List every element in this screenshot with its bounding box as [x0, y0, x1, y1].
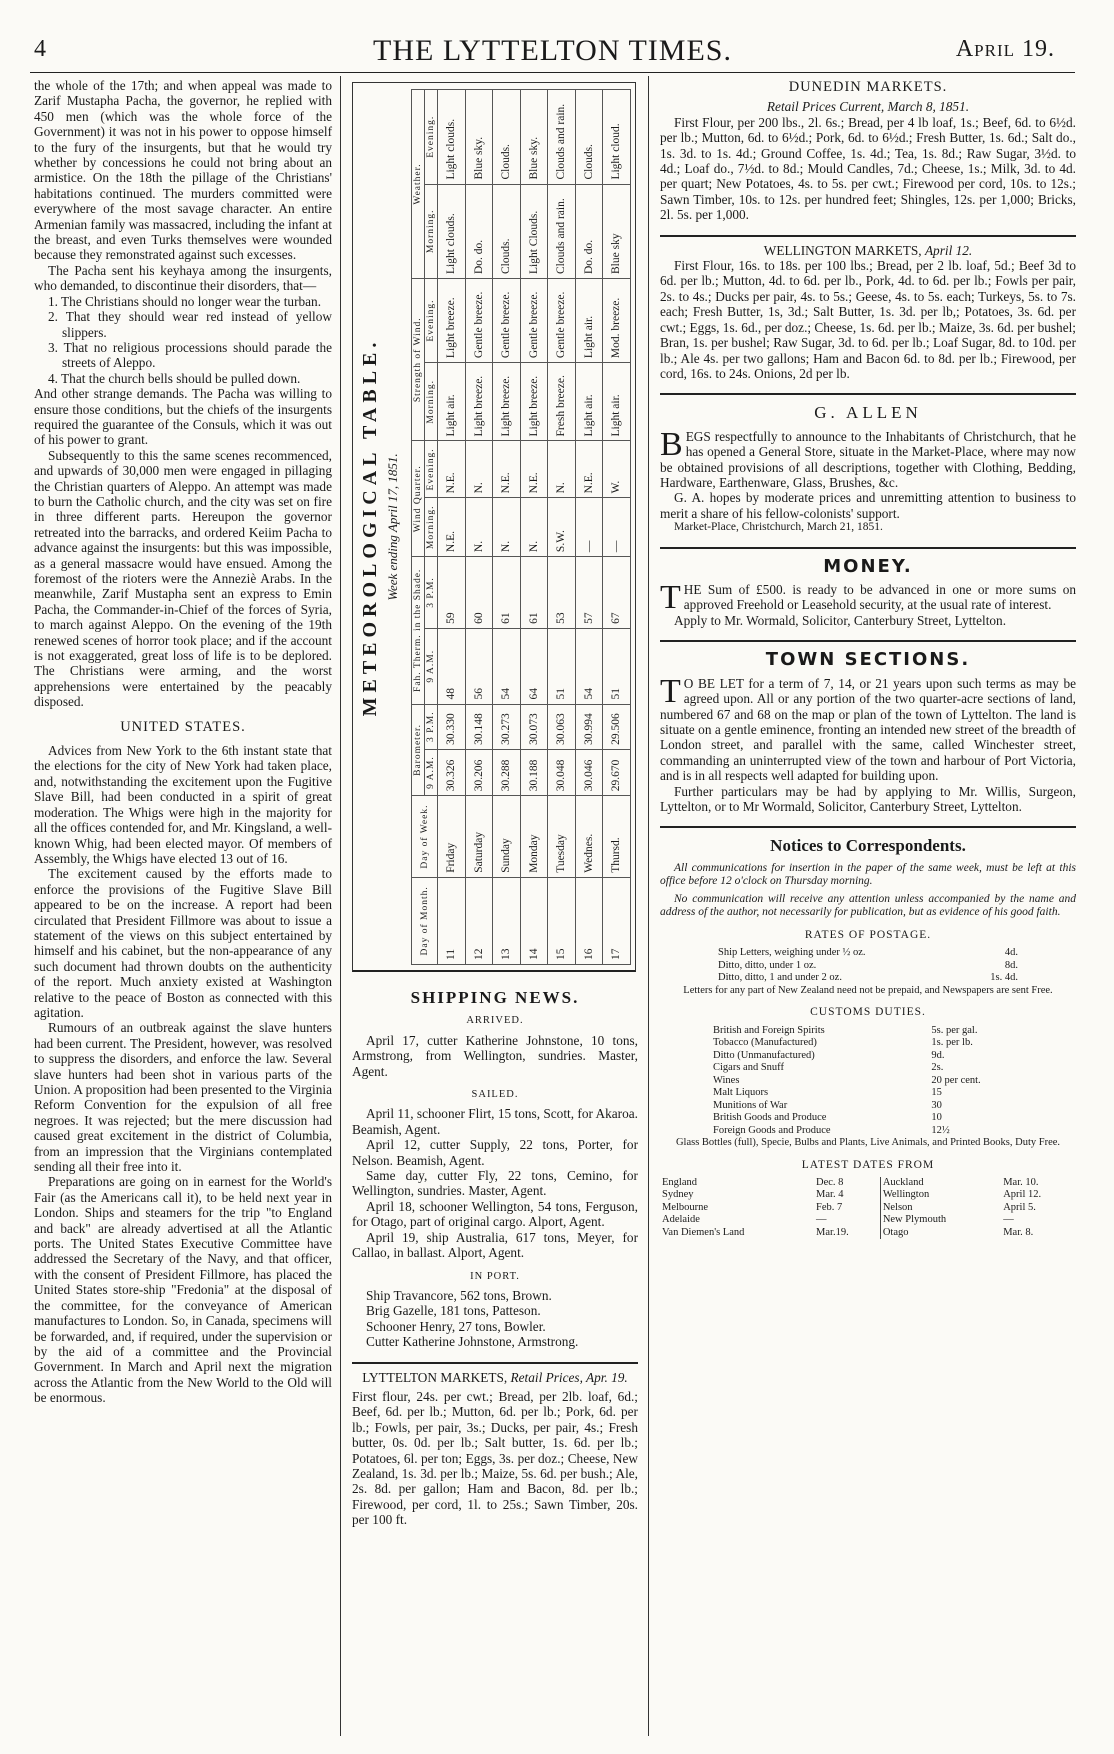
dates-place: Auckland: [882, 1176, 924, 1188]
met-cell: Friday: [438, 796, 466, 878]
postage-heading: RATES OF POSTAGE.: [804, 928, 932, 941]
met-cell: 56: [465, 628, 493, 704]
met-cell: Clouds and rain.: [548, 90, 576, 185]
met-cell: 30.288: [493, 749, 521, 795]
postage-rate: 1s. 4d.: [990, 972, 1018, 984]
notices-paragraph-2: No communication will receive any attention unless accompanied by the name and address of the author, not necessarily for publication, but as evidence of his good faith.: [660, 892, 1076, 919]
town-paragraph-2: Further particulars may be had by applying to Mr. Willis, Surgeon, Lyttelton, or to Mr Wormald, Solicitor, Canterbury Street, Lyttelton.: [660, 783, 1076, 814]
demand-3: 3. That no religious processions should parade the streets of Aleppo.: [48, 339, 332, 371]
met-cell: Sunday: [493, 796, 521, 878]
met-cell: 17: [603, 877, 631, 964]
customs-item: Tobacco (Manufactured): [713, 1037, 817, 1049]
met-cell: N.: [548, 441, 576, 498]
customs-row: [713, 1100, 1023, 1113]
met-cell: Gentle breeze.: [520, 279, 548, 363]
dunedin-markets-sub: Retail Prices Current, March 8, 1851.: [766, 99, 970, 115]
sailing-2: April 12, cutter Supply, 22 tons, Porter, for Nelson. Beamish, Agent.: [352, 1137, 638, 1168]
money-drop-cap: T: [660, 579, 681, 617]
wellington-markets-body: First Flour, 16s. to 18s. per 100 lbs.; Bread, per 2 lb. loaf, 5d.; Beef 3d to 6d. per lb.; Mutton, 4d. to 6d. per lb., Pork, 4d. to 6d. per lb.; Fowls per pair, 2s. to 4s.; Ducks per pair, 4s. to 5s.; Geese, 4s. to 5s. each; Turkeys, 5s. to 7s. each; Fresh Butter, 1s, 3d.; Salt Butter, 1s. 3d. per lb,; Potatoes, 3s. 6d. per cwt.; Eggs, 1s. 6d., per doz.; Cheese, 1s. 6d. per lb.; Maize, 3s. 6d. per bushel; Bran, 1s. per bushel; Raw Sugar, 3d. to 6d. per lb.; Loaf Sugar, 8d. to 10d. per lb.; Ale 4s. per two gallons; Ham and Bacon 6d. to 8d. per lb.; Firewood, per cord, 16s. to 24s. Onions, 2d per lb.: [660, 258, 1076, 381]
postage-row: [718, 947, 1018, 960]
shipping-news-heading: SHIPPING NEWS.: [410, 988, 580, 1007]
met-cell: 51: [603, 628, 631, 704]
dates-place: Melbourne: [662, 1201, 709, 1213]
arrival-1: April 17, cutter Katherine Johnstone, 10 tons, Armstrong, from Wellington, sundries. Master, Agent.: [352, 1032, 638, 1079]
met-cell: 54: [575, 628, 603, 704]
met-subheader: Morning.: [425, 363, 438, 441]
customs-item: Wines: [713, 1074, 740, 1086]
met-cell: Light air.: [575, 363, 603, 441]
met-cell: N.: [465, 498, 493, 557]
met-cell: 29.670: [603, 749, 631, 795]
lyttelton-markets-body: First flour, 24s. per cwt.; Bread, per 2lb. loaf, 6d.; Beef, 6d. per lb.; Mutton, 6d. per lb.; Pork, 6d. per lb.; Fowls, per pair, 3s.; Ducks, per pair, 4s.; Fresh butter, 0s. 0d. per lb.; Salt butter, 1s. 6d. per lb.; Potatoes, 6l. per ton; Eggs, 3s. per doz.; Cheese, New Zealand, 1s. 3d. per lb.; Maize, 5s. 6d. per bush.; Ale, 2s. 8d. per gallon; Ham and Bacon, 8d. per lb.; Firewood, per cord, 1l. to 25s.; Sawn Timber, 20s. per 100 ft.: [352, 1388, 638, 1528]
us-paragraph-1: Advices from New York to the 6th instant state that the elections for the city of New York had taken place, and, notwithstanding the excitement upon the Fugitive Slave Bill, had been conducted in a spirit of great moderation. The Whigs were high in the majority for all the offices contended for, and Mr. Kingsland, a well-known Whig, had been elected mayor. Of members of Assembly, the Whigs have elected 13 out of 16.: [34, 743, 332, 866]
aleppo-paragraph-4: Subsequently to this the same scenes recommenced, and upwards of 30,000 men were engaged in pillaging the Christian quarters of Aleppo. An attempt was made to burn the Catholic church, and the city was set on fire in three different parts. Hereupon the governor retreated into the barracks, and ordered Keiim Pacha to advance against the insurgents: but this was impossible, as a general massacre would have ensued. Among the foremost of the rioters were the Anneziè Arabs. In the meanwhile, Zarif Mustapha sent an express to Emin Pacha, the Commander-in-Chief of the forces of Syria, to march against Aleppo. On the evening of the 19th renewed scenes of horror took place; and if the account is not exaggerated, great loss of life is to be deplored. The Christians were arming, and the worst apprehensions were entertained by the peacably disposed.: [34, 447, 332, 710]
aleppo-paragraph-2: The Pacha sent his keyhaya among the insurgents, who demanded, to discontinue their disorders, that—: [34, 262, 332, 294]
met-cell: 11: [438, 877, 466, 964]
met-cell: 13: [493, 877, 521, 964]
sailed-heading: SAILED.: [471, 1089, 519, 1101]
met-cell: Gentle breeze.: [493, 279, 521, 363]
met-cell: Saturday: [465, 796, 493, 878]
met-cell: 54: [493, 628, 521, 704]
met-cell: Light clouds.: [438, 90, 466, 185]
demand-2: 2. That they should wear red instead of yellow slippers.: [48, 309, 332, 340]
met-cell: N.E.: [438, 441, 466, 498]
met-cell: Monday: [520, 796, 548, 878]
met-cell: Clouds.: [575, 90, 603, 185]
customs-row: [713, 1075, 1023, 1088]
notices-paragraph-1: All communications for insertion in the paper of the same week, must be left at this office before 12 o'clock on Thursday morning.: [660, 861, 1076, 888]
met-cell: Light clouds.: [438, 184, 466, 278]
in-port-4: Cutter Katherine Johnstone, Armstrong.: [366, 1334, 579, 1350]
customs-heading: CUSTOMS DUTIES.: [810, 1006, 926, 1019]
dates-date: Mar. 8.: [1003, 1226, 1034, 1238]
met-subheader: Morning.: [425, 184, 438, 278]
met-row: [548, 90, 576, 965]
met-row: [438, 90, 466, 965]
page-number: 4: [34, 36, 46, 62]
sailing-1: April 11, schooner Flirt, 15 tons, Scott, for Akaroa. Beamish, Agent.: [352, 1106, 638, 1137]
postage-item: Ditto, ditto, 1 and under 2 oz.: [718, 972, 842, 984]
column-1: [34, 78, 332, 1406]
met-cell: 51: [548, 628, 576, 704]
postage-row: [718, 972, 1018, 985]
met-cell: Light breeze.: [520, 363, 548, 441]
met-cell: Wednes.: [575, 796, 603, 878]
met-cell: Blue sky.: [520, 90, 548, 185]
dates-row: [660, 1189, 1076, 1202]
met-cell: Tuesday: [548, 796, 576, 878]
postage-item: Ship Letters, weighing under ½ oz.: [718, 947, 866, 959]
customs-rate: 12½: [931, 1124, 950, 1136]
met-cell: 16: [575, 877, 603, 964]
met-cell: Thursd.: [603, 796, 631, 878]
met-header-weather: Weather.: [412, 90, 425, 279]
dates-place: Nelson: [882, 1201, 913, 1213]
lyttelton-markets-heading-line: [352, 1370, 638, 1385]
met-subheader: Morning.: [425, 498, 438, 557]
met-cell: N.E.: [575, 441, 603, 498]
in-port-1: Ship Travancore, 562 tons, Brown.: [366, 1287, 552, 1303]
demand-4: 4. That the church bells should be pulled down.: [48, 370, 301, 386]
dates-date: Feb. 7: [814, 1202, 880, 1215]
customs-row: [713, 1025, 1023, 1038]
customs-row: [713, 1125, 1023, 1138]
wellington-markets-heading: WELLINGTON MARKETS,: [763, 242, 922, 258]
met-cell: N.: [493, 498, 521, 557]
met-subheader: Evening.: [425, 90, 438, 185]
met-cell: 15: [548, 877, 576, 964]
met-cell: Gentle breeze.: [548, 279, 576, 363]
met-subheader: 9 A.M.: [425, 749, 438, 795]
postage-rate: 4d.: [1004, 947, 1018, 959]
met-cell: Light air.: [603, 363, 631, 441]
met-header-day-of-week: Day of Week.: [412, 796, 438, 878]
us-paragraph-2: The excitement caused by the efforts made to enforce the provisions of the Fugitive Slave Bill appeared to be on the increase. A report had been circulated that President Fillmore was about to issue a statement of the views on this subject entertained by himself and his cabinet, but the non-appearance of any such document had thrown doubts on the authenticity of the report. Much anxiety existed at Washington relative to the peace of Boston as connected with this agitation.: [34, 866, 332, 1020]
met-cell: 30.330: [438, 704, 466, 749]
met-cell: 59: [438, 557, 466, 629]
met-cell: —: [575, 498, 603, 557]
met-cell: 30.206: [465, 749, 493, 795]
met-cell: 30.048: [548, 749, 576, 795]
met-cell: 30.073: [520, 704, 548, 749]
us-paragraph-4: Preparations are going on in earnest for the World's Fair (as the Americans call it), to be held next year in London. Ships and steamers for the trip "to England and back" are already advertised at all the Atlantic ports. The United States Executive Committee have addressed the Secretary of the Navy, and that officer, with the consent of President Fillmore, has placed the United States store-ship "Fredonia" at the disposal of the committee, for the conveyance of American manufactures to London. So, in Canada, specimens will be forwarded, and, if required, under the supervision or by the aid of a committee and the Provincial Government. In March and April next the migration across the Atlantic from the New World to the Old will be enormous.: [34, 1174, 332, 1406]
sailing-5: April 19, ship Australia, 617 tons, Meyer, for Callao, in ballast. Alport, Agent.: [352, 1229, 638, 1261]
met-subheader: 3 P.M.: [425, 704, 438, 749]
met-cell: 61: [520, 557, 548, 629]
united-states-heading: UNITED STATES.: [120, 718, 246, 735]
customs-item: Foreign Goods and Produce: [713, 1124, 831, 1136]
met-cell: Light breeze.: [493, 363, 521, 441]
met-row: [465, 90, 493, 965]
allen-heading: G. ALLEN: [814, 403, 922, 423]
met-cell: Light air.: [438, 363, 466, 441]
us-paragraph-3: Rumours of an outbreak against the slave hunters had been current. The President, however, was resolved to suppress the disorders, and enforce the law. Several slave hunters had been shot in various parts of the Union. A proposition had been presented to the Virginia Reform Convention for the expulsion of all free negroes. It was rejected; but the mere discussion had caused great excitement in the district of Columbia, from an impression that the Virginians contemplated sending all their free into it.: [34, 1020, 332, 1175]
column-divider-2: [648, 76, 649, 1736]
met-cell: 12: [465, 877, 493, 964]
dates-row: [660, 1227, 1076, 1240]
dates-row: [660, 1177, 1076, 1190]
met-cell: Light Clouds.: [520, 184, 548, 278]
allen-drop-cap: B: [660, 425, 683, 463]
customs-row: [713, 1112, 1023, 1125]
met-cell: 53: [548, 557, 576, 629]
dates-place: Adelaide: [662, 1214, 700, 1226]
dates-place: Sydney: [662, 1189, 694, 1201]
met-cell: 48: [438, 628, 466, 704]
allen-signature: Market-Place, Christchurch, March 21, 1851.: [674, 521, 883, 534]
customs-rate: 9d.: [931, 1049, 945, 1061]
met-row: [575, 90, 603, 965]
customs-rate: 10: [931, 1112, 942, 1124]
notices-heading: Notices to Correspondents.: [770, 836, 966, 856]
met-cell: Light air.: [575, 279, 603, 363]
section-rule: [660, 235, 1076, 237]
met-cell: W.: [603, 441, 631, 498]
met-subheader: 9 A.M.: [425, 628, 438, 704]
met-cell: Mod. breeze.: [603, 279, 631, 363]
demand-1: 1. The Christians should no longer wear the turban.: [48, 293, 322, 309]
met-row: [603, 90, 631, 965]
customs-rate: 15: [931, 1087, 942, 1099]
customs-item: Cigars and Snuff: [713, 1062, 784, 1074]
postage-row: [718, 960, 1018, 973]
postage-table: [718, 947, 1018, 985]
met-cell: N.: [465, 441, 493, 498]
aleppo-paragraph-3: And other strange demands. The Pacha was willing to ensure those conditions, but the chiefs of the insurgents required the guarantee of the Consuls, which it was out of his power to grant.: [34, 386, 332, 448]
section-rule: [660, 393, 1076, 395]
sailing-3: Same day, cutter Fly, 22 tons, Cemino, for Wellington, sundries. Master, Agent.: [352, 1168, 638, 1199]
meteorological-table: [352, 82, 636, 972]
issue-date: April 19.: [955, 36, 1055, 62]
customs-rate: 1s. per lb.: [931, 1037, 973, 1049]
met-subheader: Evening.: [425, 441, 438, 498]
dates-date: April 12.: [1003, 1189, 1042, 1201]
customs-rate: 30: [931, 1099, 942, 1111]
met-cell: 30.994: [575, 704, 603, 749]
newspaper-title: THE LYTTELTON TIMES.: [373, 34, 732, 67]
customs-table: [713, 1025, 1023, 1138]
met-cell: 57: [575, 557, 603, 629]
latest-dates-heading: LATEST DATES FROM: [801, 1158, 935, 1171]
section-rule: [660, 640, 1076, 642]
dates-date: Mar. 10.: [1003, 1176, 1039, 1188]
met-cell: Gentle breeze.: [465, 279, 493, 363]
wellington-markets-date: April 12.: [924, 242, 973, 258]
dates-date: April 5.: [1003, 1201, 1036, 1213]
met-cell: 30.188: [520, 749, 548, 795]
postage-rate: 8d.: [1004, 959, 1018, 971]
met-header-barometer: Barometer.: [412, 704, 425, 796]
met-cell: Light cloud.: [603, 90, 631, 185]
met-cell: 67: [603, 557, 631, 629]
town-paragraph-1: O BE LET for a term of 7, 14, or 21 years upon such terms as may be agreed upon. All or any portion of the two quarter-acre sections of land, numbered 67 and 68 on the map or plan of the town of Lyttelton. The land is situate on a gentle eminence, fronting an intended new street of the breadth of London street, and parallel with the same, called Winchester street, commanding an uninterrupted view of the town and harbour of Port Victoria, and is in all respects well adapted for building upon.: [660, 675, 1076, 784]
met-cell: 61: [493, 557, 521, 629]
customs-row: [713, 1062, 1023, 1075]
column-2-lower: [352, 982, 638, 1528]
met-header-wind-quarter: Wind Quarter.: [412, 441, 425, 557]
lyttelton-markets-sub: Retail Prices, Apr. 19.: [510, 1369, 628, 1385]
masthead-rule: [30, 72, 1075, 73]
met-cell: Clouds.: [493, 90, 521, 185]
met-cell: 14: [520, 877, 548, 964]
section-rule: [660, 826, 1076, 828]
dates-date: Dec. 8: [814, 1177, 880, 1190]
town-drop-cap: T: [660, 672, 681, 710]
customs-note: Glass Bottles (full), Specie, Bulbs and Plants, Live Animals, and Printed Books, Duty Free.: [675, 1137, 1061, 1149]
dates-place: Van Diemen's Land: [662, 1226, 745, 1238]
town-sections-heading: TOWN SECTIONS.: [765, 649, 971, 671]
money-heading: MONEY.: [823, 555, 913, 577]
met-cell: Blue sky.: [465, 90, 493, 185]
customs-item: Munitions of War: [713, 1099, 788, 1111]
postage-item: Ditto, ditto, under 1 oz.: [718, 959, 817, 971]
met-cell: Light breeze.: [465, 363, 493, 441]
wellington-heading-line: [660, 243, 1076, 258]
dates-place: New Plymouth: [882, 1214, 947, 1226]
met-table-title: METEOROLOGICAL TABLE.: [359, 337, 381, 717]
customs-row: [713, 1037, 1023, 1050]
sailing-4: April 18, schooner Wellington, 54 tons, Ferguson, for Otago, part of original cargo. Alport, Agent.: [352, 1198, 638, 1230]
dunedin-markets-heading: DUNEDIN MARKETS.: [788, 79, 948, 95]
met-cell: 30.273: [493, 704, 521, 749]
met-cell: N.E.: [520, 441, 548, 498]
met-cell: N.E.: [438, 498, 466, 557]
allen-paragraph-2: G. A. hopes by moderate prices and unremitting attention to business to merit a share of his fellow-colonists' support.: [660, 490, 1076, 521]
dates-date: —: [814, 1214, 880, 1227]
met-cell: 29.506: [603, 704, 631, 749]
dates-place: Otago: [882, 1226, 909, 1238]
in-port-2: Brig Gazelle, 181 tons, Patteson.: [366, 1303, 541, 1319]
met-cell: 30.063: [548, 704, 576, 749]
money-paragraph-2: Apply to Mr. Wormald, Solicitor, Canterbury Street, Lyttelton.: [674, 612, 1007, 628]
masthead: [30, 34, 1075, 70]
met-cell: Do. do.: [575, 184, 603, 278]
money-paragraph-1: HE Sum of £500. is ready to be advanced in one or more sums on approved Freehold or Leasehold security, at the usual rate of interest.: [683, 582, 1076, 613]
lyttelton-markets-heading: LYTTELTON MARKETS,: [362, 1369, 508, 1385]
in-port-heading: IN PORT.: [470, 1270, 520, 1282]
customs-rate: 2s.: [931, 1062, 944, 1074]
customs-row: [713, 1050, 1023, 1063]
met-cell: Clouds and rain.: [548, 184, 576, 278]
met-cell: Clouds.: [493, 184, 521, 278]
customs-item: Ditto (Unmanufactured): [713, 1049, 815, 1061]
dates-date: Mar.19.: [814, 1227, 880, 1240]
column-divider-1: [340, 76, 341, 1736]
met-subheader: 3 P.M.: [425, 557, 438, 629]
met-cell: Blue sky: [603, 184, 631, 278]
dates-row: [660, 1202, 1076, 1215]
met-cell: Do. do.: [465, 184, 493, 278]
section-rule: [660, 547, 1076, 549]
met-cell: —: [603, 498, 631, 557]
arrived-heading: ARRIVED.: [466, 1015, 524, 1027]
met-cell: Light breeze.: [438, 279, 466, 363]
met-cell: N.: [520, 498, 548, 557]
latest-dates-table: [660, 1177, 1076, 1240]
customs-item: Malt Liquors: [713, 1087, 769, 1099]
customs-item: British and Foreign Spirits: [713, 1024, 825, 1036]
section-rule: [352, 1362, 638, 1364]
met-subheader: Evening.: [425, 279, 438, 363]
customs-rate: 20 per cent.: [931, 1074, 981, 1086]
met-cell: Fresh breeze.: [548, 363, 576, 441]
met-table-subtitle: Week ending April 17, 1851.: [385, 453, 400, 601]
column-3: [660, 78, 1076, 1239]
dates-date: Mar. 4: [814, 1189, 880, 1202]
met-row: [493, 90, 521, 965]
met-cell: S.W.: [548, 498, 576, 557]
dunedin-markets-body: First Flour, per 200 lbs., 2l. 6s.; Bread, per 4 lb loaf, 1s.; Beef, 6d. to 6½d. per lb.; Mutton, 6d. to 6½d.; Pork, 6d. to 6½d.; Fresh Butter, 1s. 6d.; Salt do., 1s. 3d. to 1s. 4d.; Ground Coffee, 1s. 4d.; Tea, 1s. 8d.; Raw Sugar, 3½d. to 4d.; Loaf do., 7½d. to 8d.; Mould Candles, 7d.; Cheese, 1s.; Milk, 3d. to 4d. per quart; New Potatoes, 4s. to 5s. per cwt.; Firewood per cord, 10s. to 12s.; Sawn Timber, 10s. to 12s. per hundred feet; Shingles, 12s. per 1,000; Bricks, 2l. 5s. per 1,000.: [660, 114, 1076, 223]
customs-row: [713, 1087, 1023, 1100]
dates-place: Wellington: [882, 1189, 930, 1201]
dates-date: —: [1003, 1214, 1014, 1226]
dates-place: England: [662, 1176, 697, 1188]
allen-paragraph-1: EGS respectfully to announce to the Inhabitants of Christchurch, that he has opened a General Store, situate in the Market-Place, where may now be obtained provisions of all descriptions, together with Clothing, Bedding, Hardware, Earthenware, Glass, Brushes, &c.: [660, 428, 1076, 490]
met-header-strength: Strength of Wind.: [412, 279, 425, 441]
met-data-table: [411, 89, 631, 965]
met-cell: 30.326: [438, 749, 466, 795]
met-cell: N.E.: [493, 441, 521, 498]
customs-rate: 5s. per gal.: [931, 1024, 978, 1036]
dates-row: [660, 1214, 1076, 1227]
met-cell: 30.046: [575, 749, 603, 795]
met-header-therm: Fah. Therm. in the Shade.: [412, 557, 425, 704]
in-port-3: Schooner Henry, 27 tons, Bowler.: [366, 1318, 546, 1334]
met-row: [520, 90, 548, 965]
met-cell: 30.148: [465, 704, 493, 749]
met-cell: 64: [520, 628, 548, 704]
met-cell: 60: [465, 557, 493, 629]
aleppo-paragraph-1: the whole of the 17th; and when appeal was made to Zarif Mustapha Pacha, the governor, he replied with 450 men (which was the whole force of the Government) it was not in his power to oppose himself to the fury of the insurgents, but that he would try whether by concessions he could not bring about an armistice. On the 18th the pillage of the Christians' habitations continued. The murders committed were everywhere of the most savage character. An entire Armenian family was massacred, including the infant at the breast, and even Turks themselves were wounded because they remonstrated against such excesses.: [34, 78, 332, 263]
postage-note: Letters for any part of New Zealand need not be prepaid, and Newspapers are sent Free.: [683, 984, 1053, 996]
met-header-day-of-month: Day of Month.: [412, 877, 438, 964]
customs-item: British Goods and Produce: [713, 1112, 827, 1124]
